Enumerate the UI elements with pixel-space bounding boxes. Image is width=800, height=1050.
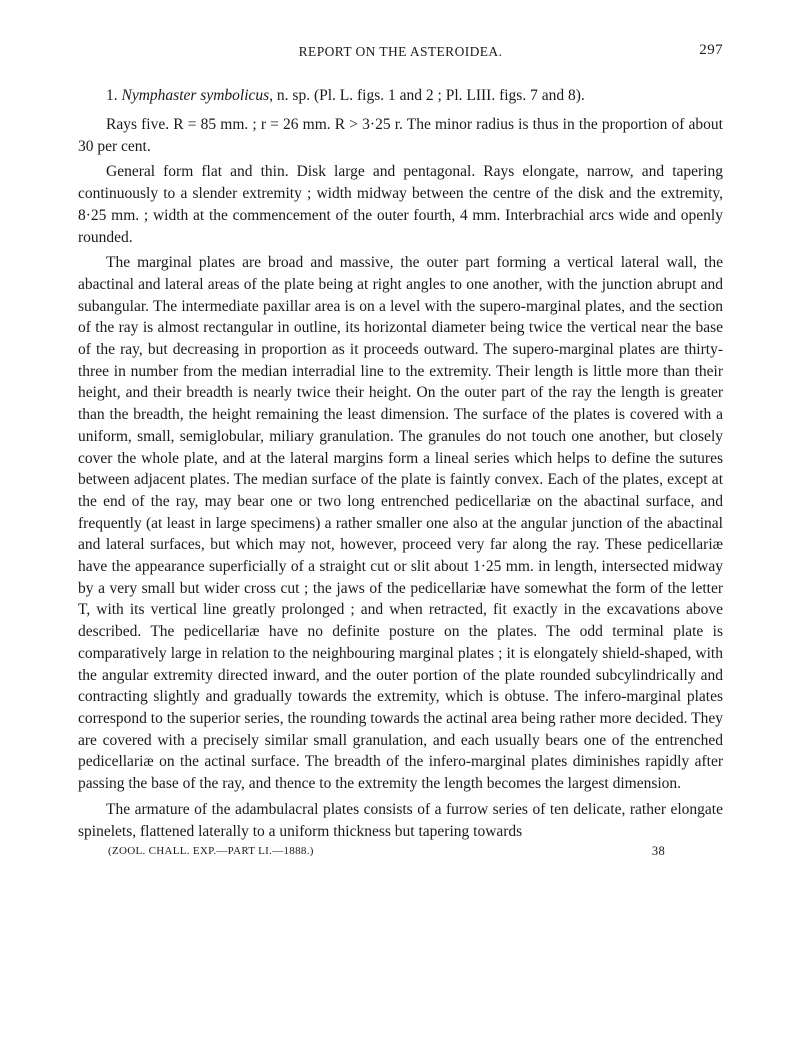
footer xyxy=(78,844,723,862)
heading-rest: n. sp. (Pl. L. figs. 1 and 2 ; Pl. LIII. figs. 7 and 8). xyxy=(273,87,585,104)
footer-citation: (ZOOL. CHALL. EXP.—PART LI.—1888.) xyxy=(108,845,314,858)
heading-number: 1. xyxy=(106,87,118,104)
paragraph-general-form: General form flat and thin. Disk large and pentagonal. Rays elongate, narrow, and tapering continuously to a slender extremity ; width midway between the centre of the disk and the extremity, 8·25 mm. ; width at the commencement of the outer fourth, 4 mm. Interbrachial arcs wide and openly rounded. xyxy=(78,163,723,246)
paragraph-marginal-plates: The marginal plates are broad and massive, the outer part forming a vertical lateral wall, the abactinal and lateral areas of the plate being at right angles to one another, with the junction abrupt and subangular. The intermediate paxillar area is on a level with the supero-marginal plates, and the section of the ray is almost rectangular in outline, its horizontal diameter being twice the vertical near the base of the ray, but decreasing in proportion as it proceeds outward. The supero-marginal plates are thirty-three in number from the median interradial line to the extremity. Their length is little more than their height, and their breadth is nearly twice their height. On the outer part of the ray the length is greater than the breadth, the height remaining the least dimension. The surface of the plates is covered with a uniform, small, semiglobular, miliary granulation. The granules do not touch one another, but closely cover the whole plate, and at the lateral margins form a lineal series which helps to define the sutures between adjacent plates. The median surface of the plate is faintly convex. Each of the plates, except at the end of the ray, may bear one or two long entrenched pedicellariæ on the abactinal surface, and frequently (at least in large specimens) a rather smaller one also at the angular junction of the abactinal and lateral surfaces, but which may not, however, proceed very far along the ray. These pedicellariæ have the appearance superficially of a straight cut or slit about 1·25 mm. in length, intersected midway by a very small but wider cross cut ; the jaws of the pedicellariæ have somewhat the form of the letter T, with its vertical line greatly prolonged ; and when retracted, fit exactly in the excavations above described. The pedicellariæ have no definite posture on the plates. The odd terminal plate is comparatively large in relation to the neighbouring marginal plates ; it is elongately shield-shaped, with the angular extremity directed inward, and the outer portion of the plate rounded subcylindrically and contracting slightly and gradually towards the extremity, which is obtuse. The infero-marginal plates correspond to the superior series, the rounding towards the actinal area being rather more decided. They are covered with a precisely similar small granulation, and each usually bears one of the entrenched pedicellariæ on the actinal surface. The breadth of the infero-marginal plates diminishes rapidly after passing the base of the ray, and thence to the extremity the length becomes the largest dimension. xyxy=(78,254,723,793)
page xyxy=(78,42,723,862)
paragraph-rays: Rays five. R = 85 mm. ; r = 26 mm. R > 3·25 r. The minor radius is thus in the proportion of about 30 per cent. xyxy=(78,116,723,155)
species-heading xyxy=(106,86,723,106)
page-number: 297 xyxy=(699,42,723,58)
running-title: REPORT ON THE ASTEROIDEA. xyxy=(298,44,503,59)
body-text xyxy=(78,114,723,842)
signature-number: 38 xyxy=(651,844,665,859)
paragraph-armature: The armature of the adambulacral plates consists of a furrow series of ten delicate, rather elongate spinelets, flattened laterally to a uniform thickness but tapering towards xyxy=(78,800,723,840)
running-head xyxy=(78,42,723,66)
species-name: Nymphaster symbolicus, xyxy=(121,87,274,104)
